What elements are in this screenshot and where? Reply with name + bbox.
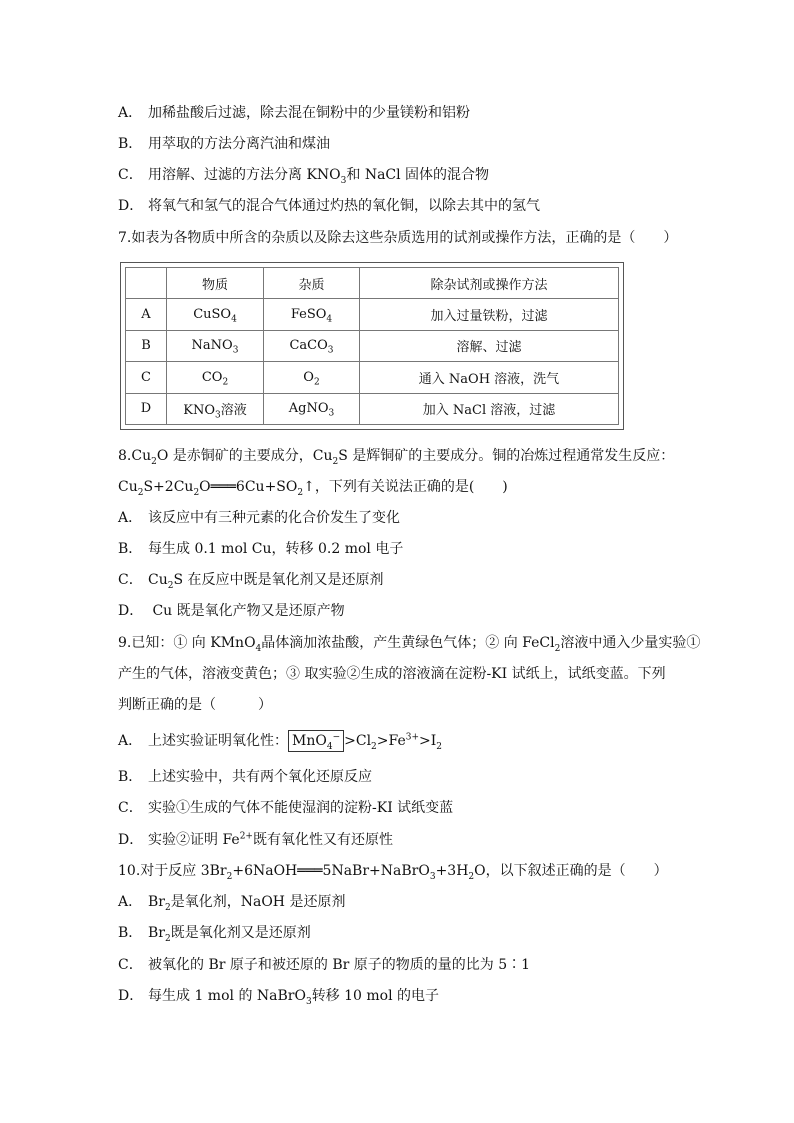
table-row: B NaNO$_3$ CaCO$_3$ 溶解、过滤 <box>126 330 619 361</box>
q9-option-b: B． 上述实验中，共有两个氧化还原反应 <box>118 769 372 785</box>
q10-option-c: C． 被氧化的 Br 原子和被还原的 Br 原子的物质的量的比为 5∶1 <box>118 957 531 973</box>
q9-stem-line3: 判断正确的是（ ） <box>118 697 272 713</box>
q6-option-a: A． 加稀盐酸后过滤，除去混在铜粉中的少量镁粉和铝粉 <box>118 105 470 121</box>
q10-option-d: D． 每生成 1 mol 的 NaBrO$_3$转移 10 mol 的电子 <box>118 988 440 1007</box>
table-row: C $CO_2$ $O_2$ 通入 NaOH 溶液，洗气 <box>126 362 619 393</box>
table-header-row: 物质 杂质 除杂试剂或操作方法 <box>126 268 619 299</box>
q9-stem-line1: 9.已知：① 向 KMnO$_4$晶体滴加浓盐酸，产生黄绿色气体；② 向 FeCl$_2$溶液中通入少量实验① <box>118 635 701 654</box>
q10-stem: 10.对于反应 $3Br_2+6NaOH═══5NaBr+NaBrO_3+3H_2O$，以下叙述正确的是（ ） <box>118 863 668 882</box>
q8-stem: $8.Cu_2O$ 是赤铜矿的主要成分，$Cu_2S$ 是辉铜矿的主要成分。铜的冶炼过程通常发生反应： <box>118 448 675 467</box>
q9-option-a: A． 上述实验证明氧化性： $MnO_4^- >Cl_2>Fe^{3+}>I_2$ <box>118 730 442 752</box>
q7-stem: 7.如表为各物质中所含的杂质以及除去这些杂质选用的试剂或操作方法，正确的是（ ） <box>118 230 678 246</box>
table-row: A CuSO$_4$ FeSO$_4$ 加入过量铁粉，过滤 <box>126 299 619 330</box>
q9-stem-line2: 产生的气体，溶液变黄色；③ 取实验②生成的溶液滴在淀粉-KI 试纸上，试纸变蓝。下列 <box>118 666 666 682</box>
q6-option-d: D． 将氧气和氢气的混合气体通过灼热的氧化铜，以除去其中的氢气 <box>118 198 540 214</box>
q8-equation: $Cu_2S+2Cu_2O═══6Cu+SO_2↑$，下列有关说法正确的是( ) <box>118 479 508 498</box>
q6-option-b: B． 用萃取的方法分离汽油和煤油 <box>118 136 330 152</box>
mno4-box: MnO$_4$− <box>288 730 344 752</box>
q8-option-c: C． $Cu_2S$ 在反应中既是氧化剂又是还原剂 <box>118 572 384 591</box>
table-row: D $KNO_3$溶液 AgNO$_3$ 加入 NaCl 溶液，过滤 <box>126 393 619 424</box>
q9-option-c: C． 实验①生成的气体不能使湿润的淀粉-KI 试纸变蓝 <box>118 800 454 816</box>
q8-option-b: B． 每生成 0.1 mol Cu，转移 0.2 mol 电子 <box>118 541 404 557</box>
q6-option-c: C． 用溶解、过滤的方法分离 $KNO_3$和 NaCl 固体的混合物 <box>118 167 490 186</box>
q9-option-d: D． 实验②证明 $Fe^{2+}$既有氧化性又有还原性 <box>118 831 393 848</box>
q8-option-d: D． Cu 既是氧化产物又是还原产物 <box>118 603 345 619</box>
q10-option-b: B． $Br_2$既是氧化剂又是还原剂 <box>118 925 311 944</box>
q8-option-a: A． 该反应中有三种元素的化合价发生了变化 <box>118 510 400 526</box>
q7-table <box>120 262 624 430</box>
q10-option-a: A． $Br_2$是氧化剂，NaOH 是还原剂 <box>118 894 346 913</box>
